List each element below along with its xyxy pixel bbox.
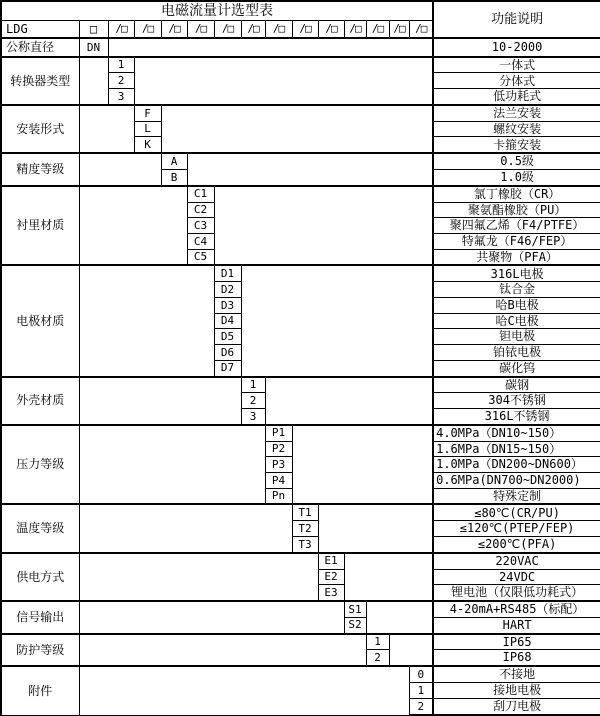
desc-cell: 1.0MPa（DN200~DN600） bbox=[433, 457, 600, 473]
code-cell: Pn bbox=[265, 488, 292, 504]
group-label: 电极材质 bbox=[1, 265, 79, 376]
code-cell: P2 bbox=[265, 441, 292, 457]
desc-cell: 聚四氟乙烯（F4/PTFE） bbox=[433, 218, 600, 234]
filler-cell bbox=[79, 57, 108, 105]
desc-cell: 304不锈钢 bbox=[433, 393, 600, 409]
filler-cell bbox=[79, 666, 409, 715]
code-cell: C2 bbox=[187, 202, 214, 218]
option-row bbox=[1, 105, 600, 121]
filler-cell bbox=[389, 634, 433, 667]
option-row bbox=[1, 504, 600, 520]
desc-cell: 24VDC bbox=[433, 569, 600, 585]
desc-cell: 钛合金 bbox=[433, 282, 600, 298]
code-cell: E1 bbox=[318, 553, 344, 569]
code-cell: 3 bbox=[241, 409, 265, 425]
desc-cell: 1.6MPa（DN15~150） bbox=[433, 441, 600, 457]
filler-cell bbox=[79, 153, 161, 186]
code-cell: 2 bbox=[108, 73, 134, 89]
filler-cell bbox=[79, 105, 134, 153]
code-cell: S2 bbox=[344, 617, 366, 633]
code-cell: T1 bbox=[292, 504, 318, 520]
desc-cell: 螺纹安装 bbox=[433, 121, 600, 137]
code-cell: 1 bbox=[241, 377, 265, 393]
code-cell: D7 bbox=[214, 360, 241, 376]
desc-cell: 共聚物（PFA） bbox=[433, 249, 600, 265]
desc-cell: 4-20mA+RS485（标配） bbox=[433, 601, 600, 617]
code-cell: D6 bbox=[214, 345, 241, 361]
dn-code-cell: DN bbox=[79, 38, 108, 56]
option-row bbox=[1, 153, 600, 169]
desc-cell: 316L不锈钢 bbox=[433, 409, 600, 425]
code-cell: P1 bbox=[265, 425, 292, 441]
filler-cell bbox=[187, 153, 433, 186]
desc-cell: ≤120℃(PTEP/FEP) bbox=[433, 521, 600, 537]
filler-cell bbox=[79, 504, 292, 552]
filler-cell bbox=[214, 186, 433, 266]
code-cell: C3 bbox=[187, 218, 214, 234]
desc-cell: 4.0MPa（DN10~150） bbox=[433, 425, 600, 441]
filler-cell bbox=[79, 377, 241, 425]
filler-cell bbox=[108, 38, 433, 56]
code-cell: 2 bbox=[241, 393, 265, 409]
filler-cell bbox=[292, 425, 433, 505]
filler-cell bbox=[79, 601, 344, 634]
model-slot-cell: /□ bbox=[161, 21, 187, 39]
desc-cell: 哈C电极 bbox=[433, 313, 600, 329]
desc-cell: 10-2000 bbox=[433, 38, 600, 56]
page-title: 电磁流量计选型表 bbox=[1, 1, 433, 21]
option-row bbox=[1, 634, 600, 650]
desc-cell: 碳钢 bbox=[433, 377, 600, 393]
model-slot-cell: /□ bbox=[265, 21, 292, 39]
group-label: 压力等级 bbox=[1, 425, 79, 505]
model-slot-cell: /□ bbox=[292, 21, 318, 39]
desc-cell: IP65 bbox=[433, 634, 600, 650]
filler-cell bbox=[161, 105, 433, 153]
option-row bbox=[1, 425, 600, 441]
group-label: 温度等级 bbox=[1, 504, 79, 552]
option-row bbox=[1, 57, 600, 73]
code-cell: A bbox=[161, 153, 187, 169]
code-cell: D3 bbox=[214, 297, 241, 313]
code-cell: C5 bbox=[187, 249, 214, 265]
filler-cell bbox=[344, 553, 433, 601]
model-slot-cell: /□ bbox=[389, 21, 409, 39]
desc-cell: 铂铱电极 bbox=[433, 345, 600, 361]
option-row bbox=[1, 553, 600, 569]
desc-cell: 特殊定制 bbox=[433, 488, 600, 504]
desc-cell: 220VAC bbox=[433, 553, 600, 569]
option-row bbox=[1, 377, 600, 393]
group-label: 信号输出 bbox=[1, 601, 79, 634]
model-slot-cell: /□ bbox=[108, 21, 134, 39]
filler-cell bbox=[366, 601, 433, 634]
dn-row bbox=[1, 38, 600, 56]
code-cell: 1 bbox=[366, 634, 389, 650]
code-cell: D5 bbox=[214, 329, 241, 345]
desc-cell: 1.0级 bbox=[433, 170, 600, 186]
code-cell: T2 bbox=[292, 521, 318, 537]
desc-cell: 碳化钨 bbox=[433, 360, 600, 376]
code-cell: 2 bbox=[409, 698, 433, 715]
model-slot-cell: /□ bbox=[344, 21, 366, 39]
desc-cell: IP68 bbox=[433, 650, 600, 666]
code-cell: L bbox=[134, 121, 161, 137]
group-label: 安装形式 bbox=[1, 105, 79, 153]
model-slot-cell: /□ bbox=[134, 21, 161, 39]
filler-cell bbox=[79, 553, 318, 601]
code-cell: D4 bbox=[214, 313, 241, 329]
model-box-cell: □ bbox=[79, 21, 108, 39]
group-label: 外壳材质 bbox=[1, 377, 79, 425]
code-cell: 2 bbox=[366, 650, 389, 666]
code-cell: D1 bbox=[214, 265, 241, 281]
group-label: 转换器类型 bbox=[1, 57, 79, 105]
desc-cell: 特氟龙（F46/FEP） bbox=[433, 233, 600, 249]
option-row bbox=[1, 666, 600, 682]
code-cell: T3 bbox=[292, 536, 318, 552]
code-cell: B bbox=[161, 170, 187, 186]
code-cell: 1 bbox=[108, 57, 134, 73]
desc-cell: 法兰安装 bbox=[433, 105, 600, 121]
model-slot-cell: /□ bbox=[318, 21, 344, 39]
code-cell: P3 bbox=[265, 457, 292, 473]
filler-cell bbox=[134, 57, 433, 105]
filler-cell bbox=[265, 377, 433, 425]
group-label: 附件 bbox=[1, 666, 79, 715]
desc-cell: 锂电池（仅限低功耗式） bbox=[433, 585, 600, 601]
desc-cell: 聚氨酯橡胶（PU） bbox=[433, 202, 600, 218]
code-cell: P4 bbox=[265, 473, 292, 489]
group-label-dn: 公称直径 bbox=[1, 38, 79, 56]
desc-cell: 分体式 bbox=[433, 73, 600, 89]
desc-cell: HART bbox=[433, 617, 600, 633]
desc-cell: 不接地 bbox=[433, 666, 600, 682]
filler-cell bbox=[318, 504, 433, 552]
option-row bbox=[1, 601, 600, 617]
code-cell: D2 bbox=[214, 282, 241, 298]
filler-cell bbox=[79, 186, 187, 266]
group-label: 衬里材质 bbox=[1, 186, 79, 266]
desc-cell: 一体式 bbox=[433, 57, 600, 73]
code-cell: F bbox=[134, 105, 161, 121]
model-slot-cell: /□ bbox=[241, 21, 265, 39]
group-label: 精度等级 bbox=[1, 153, 79, 186]
desc-cell: 0.5级 bbox=[433, 153, 600, 169]
title-row bbox=[1, 1, 600, 21]
desc-cell: ≤80℃(CR/PU) bbox=[433, 504, 600, 520]
group-label: 防护等级 bbox=[1, 634, 79, 667]
desc-cell: 钽电极 bbox=[433, 329, 600, 345]
option-row bbox=[1, 186, 600, 202]
model-slot-cell: /□ bbox=[409, 21, 433, 39]
group-label: 供电方式 bbox=[1, 553, 79, 601]
code-cell: E3 bbox=[318, 585, 344, 601]
desc-cell: 316L电极 bbox=[433, 265, 600, 281]
desc-cell: 哈B电极 bbox=[433, 297, 600, 313]
desc-cell: 接地电极 bbox=[433, 682, 600, 698]
code-cell: S1 bbox=[344, 601, 366, 617]
desc-cell: 卡箍安装 bbox=[433, 137, 600, 153]
desc-cell: 刮刀电极 bbox=[433, 698, 600, 715]
desc-cell: 氯丁橡胶（CR） bbox=[433, 186, 600, 202]
code-cell: C4 bbox=[187, 233, 214, 249]
code-cell: E2 bbox=[318, 569, 344, 585]
model-slot-cell: /□ bbox=[187, 21, 214, 39]
model-slot-cell: /□ bbox=[214, 21, 241, 39]
desc-cell: ≤200℃(PFA) bbox=[433, 536, 600, 552]
code-cell: 1 bbox=[409, 682, 433, 698]
option-row bbox=[1, 265, 600, 281]
code-cell: K bbox=[134, 137, 161, 153]
filler-cell bbox=[79, 634, 366, 667]
function-column-header: 功能说明 bbox=[433, 1, 600, 38]
code-cell: 3 bbox=[108, 89, 134, 105]
code-cell: C1 bbox=[187, 186, 214, 202]
desc-cell: 低功耗式 bbox=[433, 89, 600, 105]
code-cell: 0 bbox=[409, 666, 433, 682]
model-prefix: LDG bbox=[1, 21, 79, 39]
desc-cell: 0.6MPa(DN700~DN2000) bbox=[433, 473, 600, 489]
filler-cell bbox=[79, 265, 214, 376]
model-slot-cell: /□ bbox=[366, 21, 389, 39]
filler-cell bbox=[79, 425, 265, 505]
filler-cell bbox=[241, 265, 433, 376]
